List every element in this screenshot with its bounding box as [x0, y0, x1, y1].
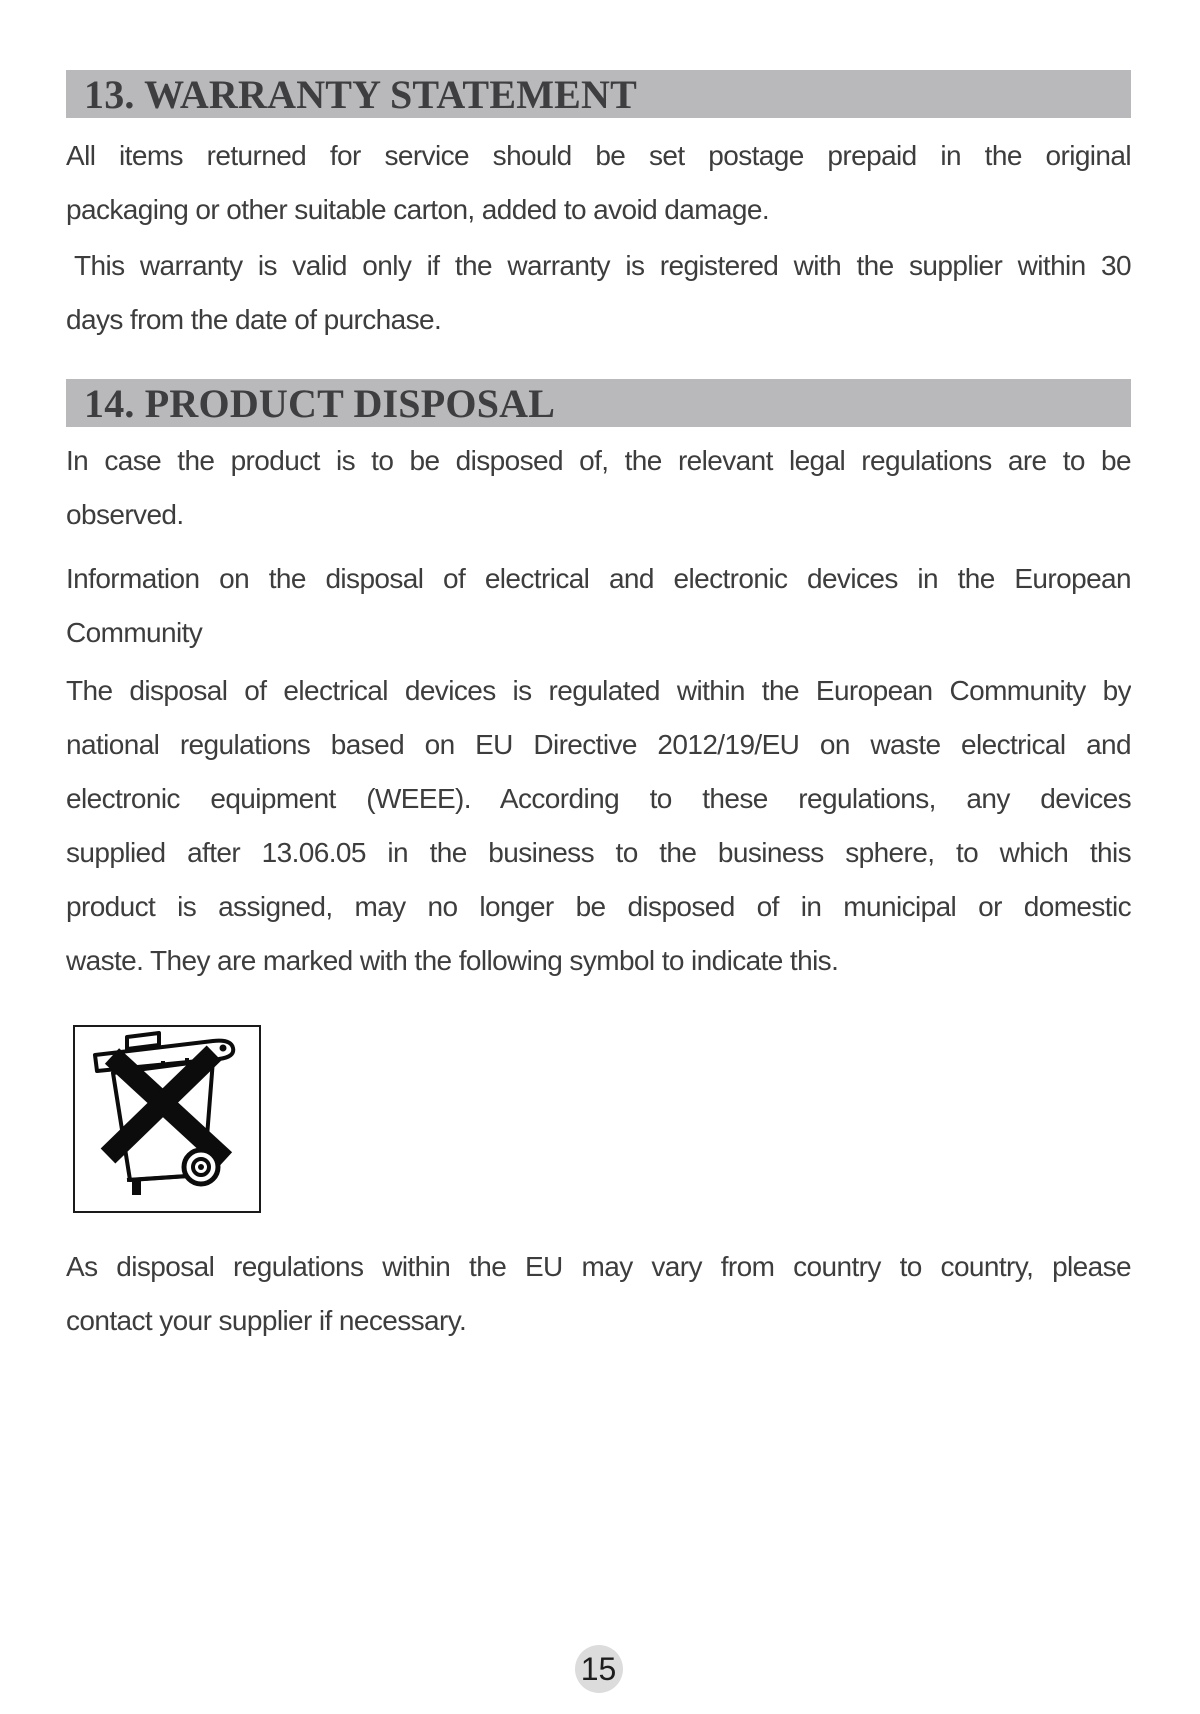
text-line: This warranty is valid only if the warranty is registered with the supplier within 30: [74, 250, 1131, 281]
weee-symbol-box: [73, 1025, 261, 1213]
text-line: supplied after 13.06.05 in the business to the business sphere, to which this: [66, 837, 1131, 868]
paragraph: [66, 1240, 1131, 1348]
page-number-badge: [575, 1645, 623, 1693]
text-line: contact your supplier if necessary.: [66, 1305, 467, 1336]
text-line: Information on the disposal of electrical and electronic devices in the European: [66, 563, 1131, 594]
section-heading-label: 13. WARRANTY STATEMENT: [84, 71, 637, 117]
text-line: packaging or other suitable carton, added to avoid damage.: [66, 194, 770, 225]
text-line: observed.: [66, 499, 184, 530]
text-line: electronic equipment (WEEE). According to these regulations, any devices: [66, 783, 1131, 814]
paragraph: [66, 664, 1131, 988]
page-number: 15: [580, 1650, 617, 1687]
text-line: waste. They are marked with the following symbol to indicate this.: [66, 945, 839, 976]
text-line: The disposal of electrical devices is regulated within the European Community by: [66, 675, 1131, 706]
paragraph: [66, 239, 1131, 347]
text-line: All items returned for service should be set postage prepaid in the original: [66, 140, 1131, 171]
text-line: product is assigned, may no longer be disposed of in municipal or domestic: [66, 891, 1131, 922]
section-heading-warranty: [66, 70, 1131, 118]
paragraph: [66, 434, 1131, 542]
section-heading-product-disposal: [66, 379, 1131, 427]
crossed-out-wheeled-bin-icon: [75, 1027, 259, 1211]
text-line: Community: [66, 617, 203, 648]
paragraph: [66, 129, 1131, 237]
section-heading-label: 14. PRODUCT DISPOSAL: [84, 380, 556, 426]
page-content: [66, 0, 1131, 1693]
text-line: national regulations based on EU Directive 2012/19/EU on waste electrical and: [66, 729, 1131, 760]
text-line: In case the product is to be disposed of, the relevant legal regulations are to be: [66, 445, 1131, 476]
text-line: days from the date of purchase.: [66, 304, 442, 335]
paragraph: [66, 552, 1131, 660]
text-line: As disposal regulations within the EU may vary from country to country, please: [66, 1251, 1131, 1282]
